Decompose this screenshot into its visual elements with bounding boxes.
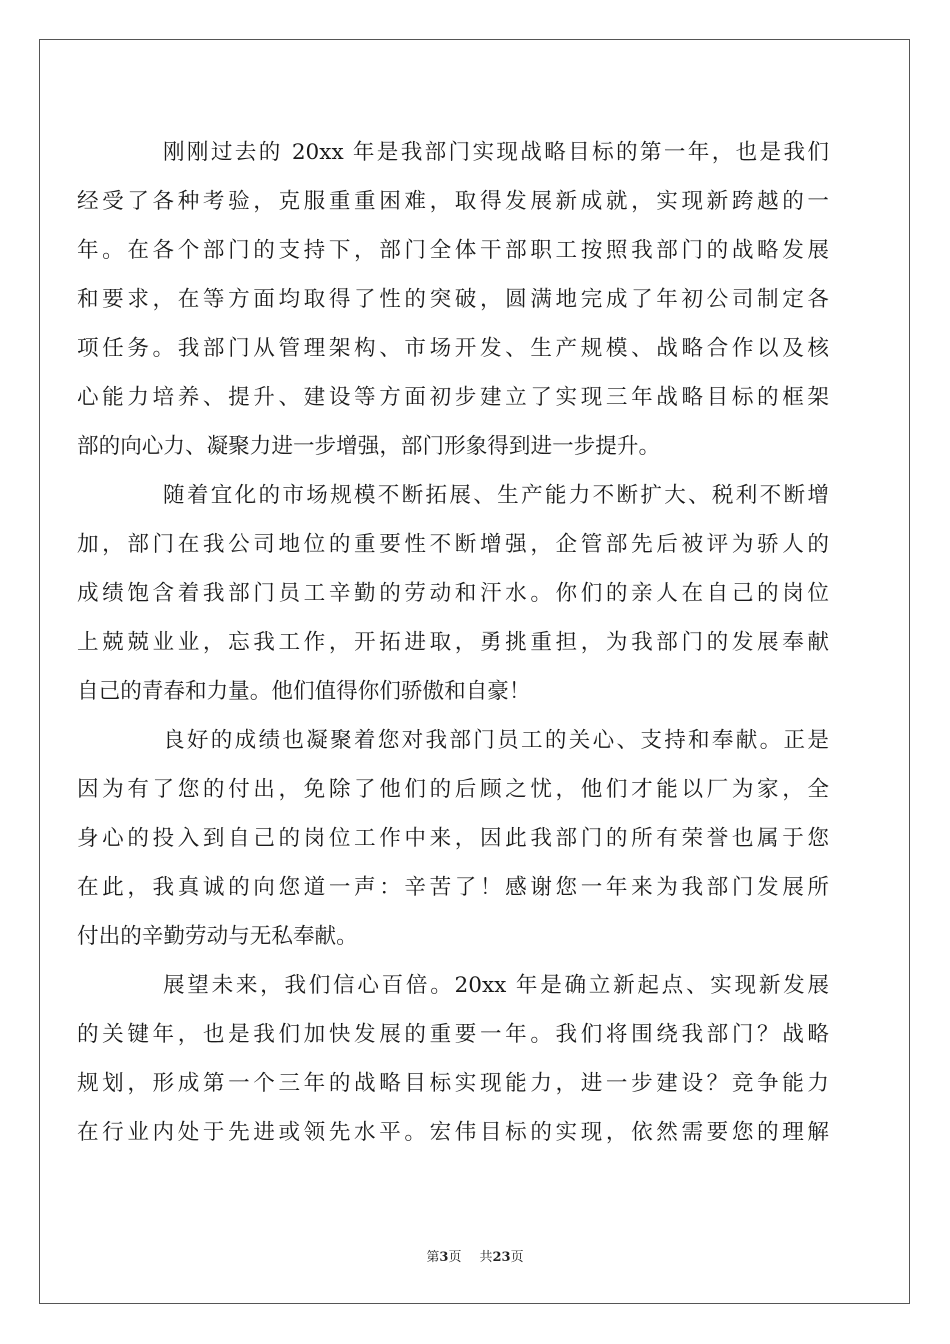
document-body (77, 128, 829, 1157)
text-line: 年。在各个部门的支持下，部门全体干部职工按照我部门的战略发展 (77, 238, 829, 263)
total-pages: 23 (492, 1250, 511, 1265)
text-line: 在此，我真诚的向您道一声：辛苦了！感谢您一年来为我部门发展所 (77, 875, 829, 900)
text-line: 展望未来，我们信心百倍。20xx 年是确立新起点、实现新发展 (163, 973, 829, 998)
paragraph-1 (77, 128, 829, 471)
text-line: 加，部门在我公司地位的重要性不断增强，企管部先后被评为骄人的 (77, 532, 829, 557)
text-line: 成绩饱含着我部门员工辛勤的劳动和汗水。你们的亲人在自己的岗位 (77, 581, 829, 606)
text-line: 项任务。我部门从管理架构、市场开发、生产规模、战略合作以及核 (77, 336, 829, 361)
text-line: 身心的投入到自己的岗位工作中来，因此我部门的所有荣誉也属于您 (77, 826, 829, 851)
text-line: 规划，形成第一个三年的战略目标实现能力，进一步建设？竞争能力 (77, 1071, 829, 1096)
page-number: 3 (439, 1250, 449, 1265)
text-line: 刚刚过去的 20xx 年是我部门实现战略目标的第一年，也是我们 (163, 140, 829, 165)
total-prefix: 共 (479, 1250, 493, 1265)
page-prefix: 第 (426, 1250, 440, 1265)
text-line: 心能力培养、提升、建设等方面初步建立了实现三年战略目标的框架 (77, 385, 829, 410)
total-suffix: 页 (510, 1250, 524, 1265)
text-line: 付出的辛勤劳动与无私奉献。 (77, 924, 358, 949)
page-suffix: 页 (448, 1250, 462, 1265)
paragraph-3 (77, 716, 829, 961)
paragraph-4 (77, 961, 829, 1157)
text-line: 经受了各种考验，克服重重困难，取得发展新成就，实现新跨越的一 (77, 189, 829, 214)
text-line: 自己的青春和力量。他们值得你们骄傲和自豪！ (77, 679, 531, 704)
text-line: 的关键年，也是我们加快发展的重要一年。我们将围绕我部门？战略 (77, 1022, 829, 1047)
text-line: 随着宜化的市场规模不断拓展、生产能力不断扩大、税利不断增 (163, 483, 829, 508)
paragraph-2 (77, 471, 829, 716)
text-line: 因为有了您的付出，免除了他们的后顾之忧，他们才能以厂为家，全 (77, 777, 829, 802)
text-line: 上兢兢业业，忘我工作，开拓进取，勇挑重担，为我部门的发展奉献 (77, 630, 829, 655)
text-line: 在行业内处于先进或领先水平。宏伟目标的实现，依然需要您的理解 (77, 1120, 829, 1145)
page-footer (0, 1246, 950, 1265)
text-line: 和要求，在等方面均取得了性的突破，圆满地完成了年初公司制定各 (77, 287, 829, 312)
text-line: 部的向心力、凝聚力进一步增强，部门形象得到进一步提升。 (77, 434, 661, 459)
text-line: 良好的成绩也凝聚着您对我部门员工的关心、支持和奉献。正是 (163, 728, 829, 753)
